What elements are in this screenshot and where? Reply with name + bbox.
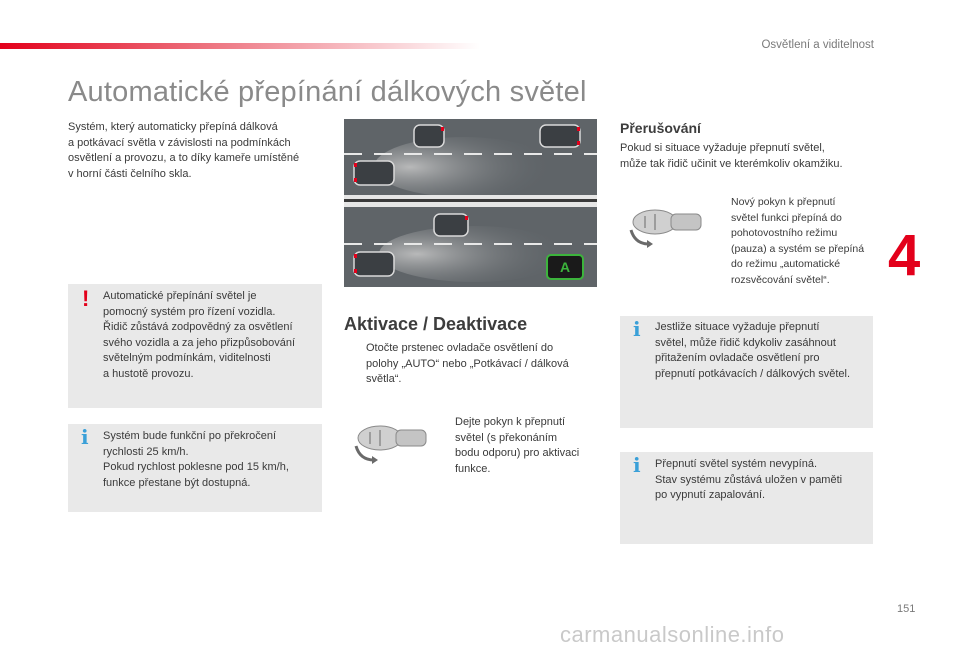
warning-line: světelným podmínkám, viditelnosti (103, 352, 271, 364)
interruption-heading: Přerušování (620, 120, 701, 136)
car-light (465, 216, 468, 220)
light-beam (374, 137, 554, 197)
intro-line: v horní části čelního skla. (68, 167, 192, 180)
info-speed-text (103, 429, 318, 491)
intro-line: Pokud si situace vyžaduje přepnutí světel, (620, 142, 825, 154)
warning-line: svého vozidla a za jeho přizpůsobování (103, 336, 296, 349)
auto-high-beam-indicator-icon: A (546, 254, 584, 280)
car (414, 125, 444, 147)
section-title: Osvětlení a viditelnost (761, 39, 874, 51)
car-light (354, 178, 357, 182)
step-line: funkce. (455, 462, 491, 475)
info-line: Pokud rychlost poklesne pod 15 km/h, (103, 461, 289, 473)
exclamation-icon: ! (82, 286, 90, 311)
step-line: polohy „AUTO“ nebo „Potkávací / dálková (366, 357, 569, 370)
header-accent-bar (0, 43, 480, 49)
info-line: Systém bude funkční po překročení (103, 430, 277, 442)
car-light (441, 127, 444, 131)
info-box-speed (68, 424, 322, 512)
info-line: po vypnutí zapalování. (655, 489, 766, 501)
light-stalk-svg (350, 416, 428, 466)
info-box-memory (620, 452, 873, 544)
info-override-text (655, 320, 870, 382)
info-icon: i (633, 317, 641, 341)
step-line: světel (s překonáním (455, 431, 558, 444)
info-line: funkce přestane být dostupná. (103, 476, 251, 489)
page-title: Automatické přepínání dálkových světel (68, 76, 587, 108)
intro-line: Systém, který automaticky přepíná dálková (68, 121, 278, 133)
car-light (577, 127, 580, 131)
info-icon: i (633, 453, 641, 477)
road-separator-line (344, 199, 597, 202)
step-line: rozsvěcování světel“. (731, 273, 830, 286)
info-line: přepnutí potkávacích / dálkových světel. (655, 367, 851, 380)
warning-box (68, 284, 322, 408)
info-line: Stav systému zůstává uložen v paměti (655, 473, 843, 486)
step-line: světel funkci přepíná do (731, 211, 842, 224)
interruption-step (731, 195, 881, 288)
car-light (354, 269, 357, 273)
warning-line: Řidič zůstává zodpovědný za osvětlení (103, 321, 293, 333)
road-illustration (344, 119, 597, 287)
info-line: Jestliže situace vyžaduje přepnutí (655, 321, 820, 333)
light-stalk-illustration (350, 416, 428, 466)
info-line: přitažením ovladače osvětlení pro (655, 352, 820, 364)
intro-line: osvětlení a provozu, a to díky kameře umístěné (68, 152, 300, 164)
step-line: pohotovostního režimu (731, 227, 838, 239)
activation-heading: Aktivace / Deaktivace (344, 314, 528, 334)
step-line: Dejte pokyn k přepnutí (455, 416, 566, 428)
activation-step1 (366, 341, 596, 388)
warning-text (103, 289, 318, 382)
light-stalk-illustration (625, 200, 703, 250)
car-light (577, 141, 580, 145)
step-line: Otočte prstenec ovladače osvětlení do (366, 342, 554, 354)
own-car (354, 252, 394, 276)
oncoming-car (540, 125, 580, 147)
light-stalk-svg (625, 200, 703, 250)
step-line: Nový pokyn k přepnutí (731, 196, 836, 208)
watermark: carmanualsonline.info (560, 622, 785, 647)
light-beam (379, 226, 569, 282)
chapter-number: 4 (888, 223, 921, 288)
car-light (354, 254, 357, 258)
car-light (354, 163, 357, 167)
step-line: bodu odporu) pro aktivaci (455, 447, 580, 459)
info-line: rychlosti 25 km/h. (103, 445, 189, 458)
info-icon: i (81, 425, 89, 449)
intro-line: a potkávací světla v závislosti na podmínkách (68, 136, 291, 149)
warning-line: pomocný systém pro řízení vozidla. (103, 305, 276, 318)
info-line: světel, může řidič kdykoliv zasáhnout (655, 336, 836, 349)
step-line: světla“. (366, 373, 402, 385)
car (434, 214, 468, 236)
warning-line: a hustotě provozu. (103, 367, 194, 380)
step-line: (pauza) a systém se přepíná (731, 242, 865, 255)
intro-paragraph (68, 120, 330, 182)
own-car (354, 161, 394, 185)
step-line: do režimu „automatické (731, 258, 841, 270)
info-line: Přepnutí světel systém nevypíná. (655, 458, 818, 470)
info-box-override (620, 316, 873, 428)
info-memory-text (655, 457, 870, 504)
intro-line: může tak řidič učinit ve kterémkoliv okamžiku. (620, 157, 843, 170)
page-number: 151 (897, 603, 916, 615)
activation-step2 (455, 415, 595, 477)
interruption-intro (620, 141, 880, 172)
warning-line: Automatické přepínání světel je (103, 290, 257, 302)
